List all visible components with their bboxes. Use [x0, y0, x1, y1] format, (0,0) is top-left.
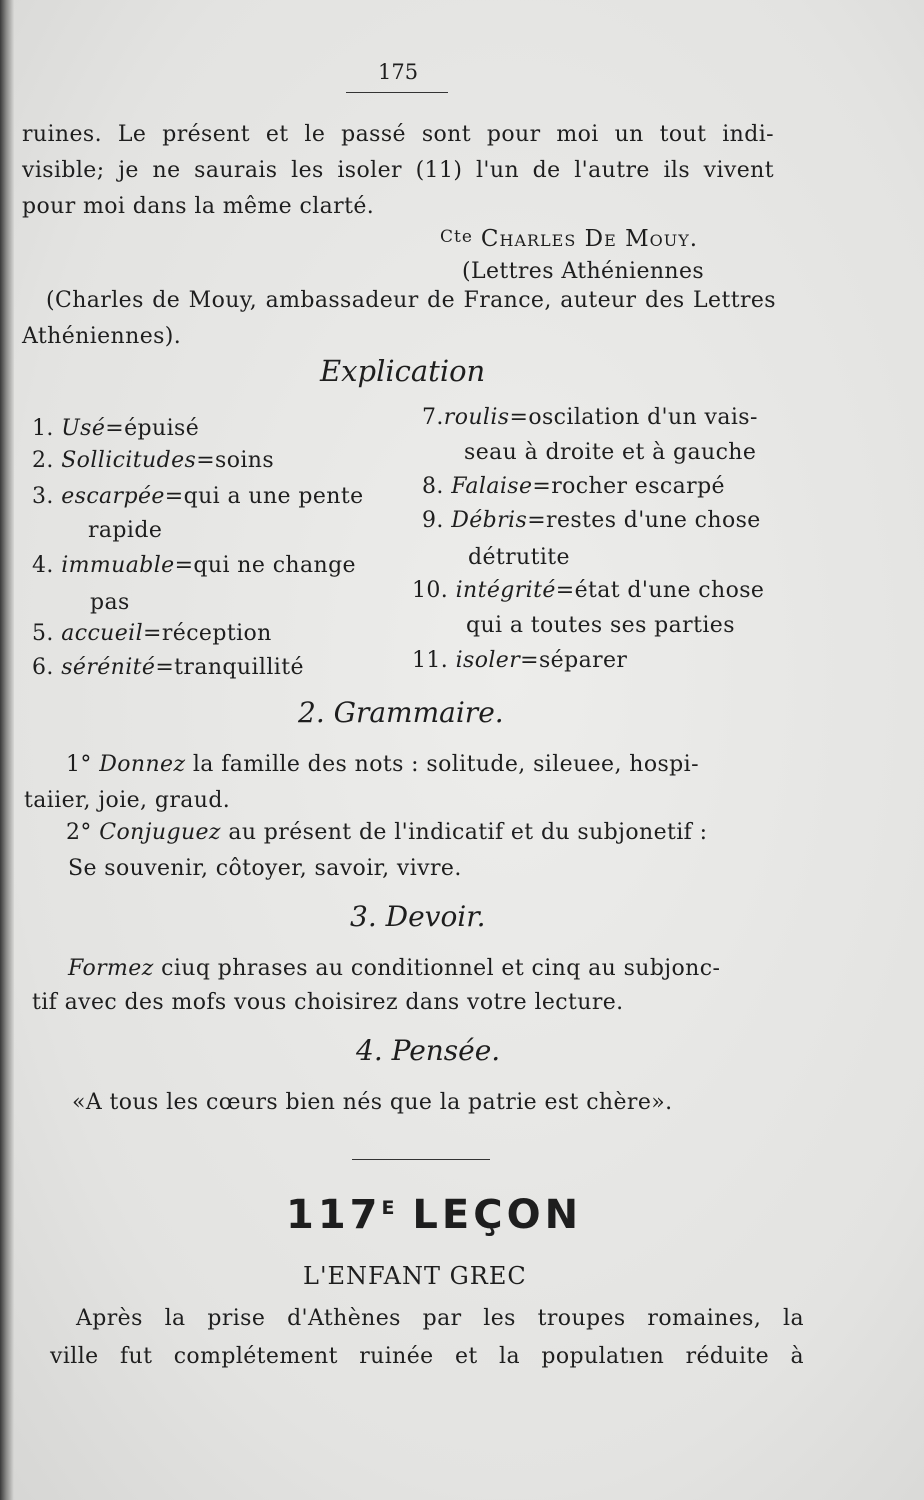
signature [440, 226, 698, 252]
item-definition: =tranquillité [155, 655, 304, 680]
story-line: ville fut complétement ruinée et la populatıen réduite à [50, 1344, 804, 1369]
book-spine-shadow [0, 0, 14, 1500]
item-continuation: rapide [88, 518, 163, 543]
glossary-item [32, 553, 356, 578]
item-number: 2° [66, 820, 92, 845]
item-term: escarpée [61, 484, 165, 509]
note-line: (Charles de Mouy, ambassadeur de France, auteur des Lettres [46, 288, 776, 313]
text-line: pour moi dans la même clarté. [22, 194, 375, 219]
pensee-quote: «A tous les cœurs bien nés que la patrie est chère». [72, 1090, 673, 1115]
lesson-number: 117 [286, 1192, 382, 1238]
item-definition: =restes d'une chose [527, 508, 761, 533]
item-definition: =état d'une chose [555, 578, 765, 603]
lesson-suffix: E [381, 1197, 395, 1219]
instruction-verb: Donnez [99, 752, 186, 777]
item-term: roulis [443, 405, 510, 430]
item-number: 1. [32, 416, 54, 441]
item-definition: =séparer [520, 648, 628, 673]
story-line: Après la prise d'Athènes par les troupes romaines, la [76, 1306, 804, 1331]
item-continuation: détrutite [468, 545, 570, 570]
instruction-verb: Conjuguez [99, 820, 221, 845]
glossary-item [32, 416, 199, 441]
glossary-item [32, 621, 272, 646]
item-number: 4. [32, 553, 54, 578]
exercise-text: Se souvenir, côtoyer, savoir, vivre. [68, 856, 462, 881]
item-definition: =rocher escarpé [532, 474, 725, 499]
item-continuation: seau à droite et à gauche [464, 440, 757, 465]
item-number: 10. [412, 578, 449, 603]
text-line: ruines. Le présent et le passé sont pour moi un tout indi- [22, 122, 774, 147]
item-number: 3. [32, 484, 54, 509]
item-definition: =qui a une pente [164, 484, 364, 509]
exercise-text: ciuq phrases au conditionnel et cinq au subjonc- [161, 956, 721, 981]
page-number: 175 [378, 60, 419, 84]
item-term: Falaise [451, 474, 533, 499]
glossary-item [412, 648, 627, 673]
page-number-rule [346, 92, 448, 93]
pensee-heading: 4. Pensée. [356, 1034, 501, 1067]
grammaire-heading: 2. Grammaire. [298, 696, 504, 729]
story-title: L'ENFANT GREC [303, 1262, 527, 1290]
lesson-title [286, 1192, 582, 1238]
exercise-text: la famille des nots : solitude, sileuee, hospi- [192, 752, 699, 777]
item-number: 6. [32, 655, 54, 680]
item-number: 9. [422, 508, 444, 533]
item-definition: =qui ne change [174, 553, 356, 578]
exercise-item [66, 752, 699, 777]
section-divider [352, 1159, 490, 1160]
item-term: intégrité [455, 578, 556, 603]
lesson-word: LEÇON [412, 1192, 583, 1238]
glossary-item [422, 474, 725, 499]
glossary-item [32, 484, 364, 509]
item-number: 1° [66, 752, 92, 777]
item-term: Usé [61, 416, 106, 441]
signature-prefix: Cte [440, 227, 473, 247]
item-definition: =épuisé [105, 416, 200, 441]
item-number: 11. [412, 648, 449, 673]
item-number: 2. [32, 448, 54, 473]
devoir-heading: 3. Devoir. [350, 900, 486, 933]
item-term: immuable [61, 553, 175, 578]
item-number: 8. [422, 474, 444, 499]
glossary-item [422, 508, 761, 533]
item-continuation: qui a toutes ses parties [466, 613, 735, 638]
glossary-item [32, 448, 274, 473]
glossary-item [422, 405, 758, 430]
glossary-item [32, 655, 304, 680]
item-term: Sollicitudes [61, 448, 197, 473]
exercise-item [66, 820, 707, 845]
item-term: isoler [455, 648, 521, 673]
signature-name: Charles De Mouy. [480, 226, 699, 252]
source-title: (Lettres Athéniennes [462, 259, 705, 284]
item-number: 5. [32, 621, 54, 646]
exercise-text: taiier, joie, graud. [24, 788, 231, 813]
exercise-text: au présent de l'indicatif et du subjonetif : [228, 820, 708, 845]
item-definition: =oscilation d'un vais- [509, 405, 758, 430]
note-line: Athéniennes). [22, 324, 182, 349]
item-definition: =soins [196, 448, 275, 473]
text-line: visible; je ne saurais les isoler (11) l'un de l'autre ils vivent [22, 158, 774, 183]
explication-heading: Explication [320, 354, 486, 388]
exercise-text: tif avec des mofs vous choisirez dans votre lecture. [32, 990, 624, 1015]
glossary-item [412, 578, 764, 603]
item-number: 7. [422, 405, 444, 430]
item-continuation: pas [90, 590, 130, 615]
item-term: Débris [451, 508, 528, 533]
item-term: accueil [61, 621, 144, 646]
instruction-verb: Formez [68, 956, 154, 981]
item-definition: =réception [143, 621, 272, 646]
exercise-item [68, 956, 720, 981]
item-term: sérénité [61, 655, 156, 680]
